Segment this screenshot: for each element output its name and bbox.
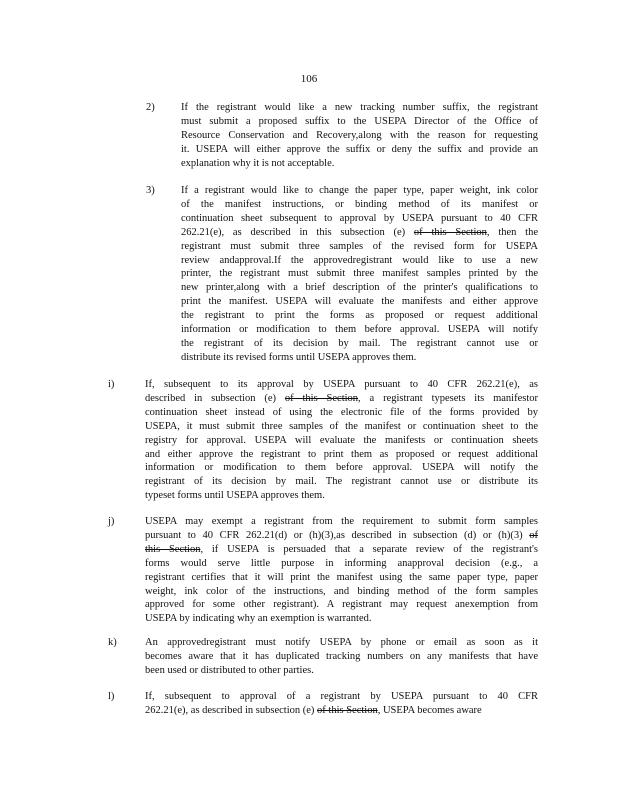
item-text <box>145 378 538 503</box>
text-line <box>145 515 538 529</box>
item-marker: i) <box>108 379 115 390</box>
struck-text: of this Section <box>317 704 378 716</box>
text-line <box>181 281 538 295</box>
text-segment: of the manifest instructions, or binding method of its manifest or <box>181 198 538 210</box>
text-segment: information or modification to them before approval. USEPA will notify the <box>145 462 538 474</box>
text-line <box>181 212 538 226</box>
text-segment: If, subsequent to approval of a registrant by USEPA pursuant to 40 CFR <box>145 691 538 702</box>
text-line <box>181 157 538 171</box>
text-line <box>145 704 538 718</box>
text-line <box>145 612 538 626</box>
text-line <box>145 529 538 543</box>
text-line <box>181 337 538 351</box>
text-segment: information or modification to them before approval. USEPA will notify <box>181 324 538 336</box>
text-line <box>181 254 538 268</box>
item-marker: j) <box>108 516 115 527</box>
text-segment: registry for approval. USEPA will evaluate the manifests or continuation sheets <box>145 434 538 446</box>
text-line <box>181 295 538 309</box>
text-segment: becomes aware that it has duplicated tracking numbers on any manifests that have <box>145 650 538 662</box>
text-segment: forms would serve little purpose in informing anapproval decision (e.g., a <box>145 557 538 569</box>
text-segment: explanation why it is not acceptable. <box>181 157 335 169</box>
item-marker: 2) <box>146 102 155 113</box>
struck-text: of this Section <box>284 392 359 404</box>
text-segment: the registrant of its decision by mail. The registrant cannot use or <box>181 337 538 349</box>
text-segment: 262.21(e), as described in subsection (e) <box>145 704 318 716</box>
text-segment: If, subsequent to its approval by USEPA pursuant to 40 CFR 262.21(e), as <box>145 379 538 390</box>
struck-text: of this Section <box>413 226 487 238</box>
text-line <box>181 240 538 254</box>
text-segment: 262.21(e), as described in this subsection (e) <box>181 226 414 238</box>
text-segment: the registrant to print the forms as proposed or request additional <box>181 310 538 322</box>
text-line <box>145 392 538 406</box>
text-segment: printer, the registrant must submit three manifest samples printed by the <box>181 268 538 280</box>
text-line <box>145 557 538 571</box>
text-line <box>181 143 538 157</box>
text-segment: , if USEPA is persuaded that a separate review of the registrant's <box>200 543 538 555</box>
text-segment: registrant certifies that it will print the manifest using the same paper type, paper <box>145 571 538 583</box>
text-line <box>181 101 538 115</box>
text-segment: print the manifest. USEPA will evaluate the manifests and either approve <box>181 296 538 308</box>
text-segment: registrant of its decision by mail. The registrant cannot use or distribute its <box>145 476 538 488</box>
text-line <box>145 571 538 585</box>
text-segment: continuation sheet subsequent to approval by USEPA pursuant to 40 CFR <box>181 212 538 224</box>
text-segment: described in subsection (e) <box>145 392 285 404</box>
text-line <box>145 406 538 420</box>
text-segment: registrant must submit three samples of the revised form for USEPA <box>181 240 538 252</box>
text-segment: approved for some other registrant). A registrant may request anexemption from <box>145 599 538 611</box>
text-segment: must submit a proposed suffix to the USEPA Director of the Office of <box>181 115 538 127</box>
text-segment: continuation sheet instead of using the electronic file of the forms provided by <box>145 406 538 418</box>
text-segment: distribute its revised forms until USEPA approves them. <box>181 351 417 363</box>
text-line <box>181 309 538 323</box>
text-line <box>145 636 538 650</box>
text-line <box>181 323 538 337</box>
text-line <box>145 461 538 475</box>
text-segment: and either approve the registrant to print them as proposed or request additional <box>145 448 538 460</box>
text-segment: it. USEPA will either approve the suffix or deny the suffix and provide an <box>181 143 538 155</box>
text-segment: USEPA, it must submit three samples of the manifest or continuation sheet to the <box>145 420 538 432</box>
text-segment: , then the <box>486 226 538 238</box>
item-text <box>181 184 538 365</box>
text-line <box>145 585 538 599</box>
text-line <box>145 598 538 612</box>
text-line <box>145 475 538 489</box>
item-marker: k) <box>108 637 117 648</box>
text-line <box>181 226 538 240</box>
text-line <box>145 650 538 664</box>
text-line <box>145 378 538 392</box>
text-segment: USEPA by indicating why an exemption is warranted. <box>145 613 372 625</box>
text-line <box>145 543 538 557</box>
text-line <box>181 198 538 212</box>
item-marker: 3) <box>146 185 155 196</box>
text-segment: If a registrant would like to change the paper type, paper weight, ink color <box>181 185 538 196</box>
page-number: 106 <box>300 73 318 85</box>
text-segment: An approvedregistrant must notify USEPA by phone or email as soon as it <box>145 637 538 648</box>
text-segment: weight, ink color of the instructions, and binding method of the form samples <box>145 585 538 597</box>
text-segment: review andapproval.If the approvedregistrant would like to use a new <box>181 254 538 266</box>
text-line <box>181 115 538 129</box>
item-marker: l) <box>108 691 115 702</box>
text-line <box>145 434 538 448</box>
text-line <box>181 129 538 143</box>
text-line <box>145 448 538 462</box>
text-segment: USEPA may exempt a registrant from the requirement to submit form samples <box>145 516 538 527</box>
text-line <box>181 351 538 365</box>
item-text <box>145 515 538 626</box>
item-text <box>145 636 538 678</box>
text-segment: typeset forms until USEPA approves them. <box>145 490 325 502</box>
text-segment: been used or distributed to other parties. <box>145 664 314 676</box>
struck-text: of <box>529 529 538 541</box>
text-line <box>181 267 538 281</box>
text-segment: new printer,along with a brief description of the printer's qualifications to <box>181 282 538 294</box>
text-segment: , USEPA becomes aware <box>377 704 482 716</box>
struck-text: this Section <box>145 543 201 555</box>
text-line <box>145 690 538 704</box>
text-segment: If the registrant would like a new tracking number suffix, the registrant <box>181 102 538 113</box>
text-segment: Resource Conservation and Recovery,along with the reason for requesting <box>181 129 538 141</box>
item-text <box>145 690 538 718</box>
text-line <box>145 664 538 678</box>
text-segment: pursuant to 40 CFR 262.21(d) or (h)(3),as described in subsection (d) or (h)(3) <box>145 529 530 541</box>
item-text <box>181 101 538 171</box>
text-line <box>145 420 538 434</box>
text-line <box>145 489 538 503</box>
text-line <box>181 184 538 198</box>
text-segment: , a registrant typesets its manifestor <box>358 392 538 404</box>
